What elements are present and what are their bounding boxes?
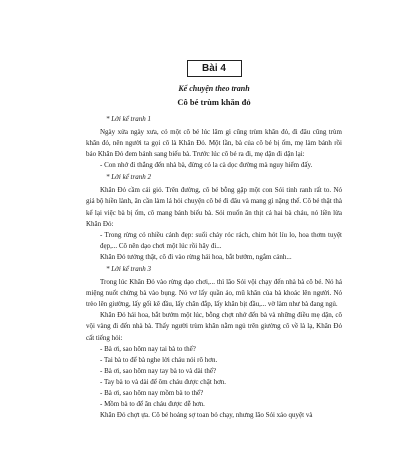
book-page [0,60,400,460]
story-paragraph: Khăn Đỏ tưởng thật, cô đi vào rừng hái hoa, bắt bướm, ngắm cảnh... [100,252,292,261]
section-heading: * Lời kể tranh 1 [106,115,151,123]
dialog-line: - Bà ơi, sao hôm nay mồm bà to thế? [100,388,204,397]
story-paragraph: Ngày xửa ngày xưa, có một cô bé lúc lâm gì cũng trùm khăn đỏ, đi đâu cũng trùm khăn đỏ, nên người ta gọi cô là Khăn Đỏ. Một lần, bà của cô bé bị ốm, mẹ làm bánh rồi bảo Khăn Đỏ đem bánh sang biếu bà. Trước lúc cô bé ra đi, mẹ dặn đi dặn lại: [86,128,342,159]
story-title: Cô bé trùm khăn đỏ [177,97,251,107]
section-heading: * Lời kể tranh 3 [106,265,151,274]
dialog-line: - Con nhớ đi thẳng đến nhà bà, đừng có la cà dọc đường mà nguy hiểm đấy. [100,161,313,170]
story-paragraph: Trong lúc Khăn Đỏ vào rừng dạo chơi,... thì lão Sói vội chạy đến nhà bà cô bé. Nó há miệng nuốt chửng bà vào bụng. Nó vơ lấy quần áo, mũ khăn của bà khoác lên người. Nó trèo lên giường, lấy gối kê đầu, lấy chăn đắp, lấy khăn bịt đầu,... vờ làm như bà đang ngủ. [86,278,342,309]
dialog-line: - Bà ơi, sao hôm nay tai bà to thế? [100,344,196,353]
dialog-line: - Bà ơi, sao hôm nay tay bà to và dài thế? [100,366,217,375]
section-heading: * Lời kể tranh 2 [106,173,151,182]
story-paragraph: Khăn Đỏ chợt ựa. Cô bé hoảng sợ toan bỏ chạy, nhưng lão Sói xảo quyệt và [100,411,313,420]
dialog-line: - Mồm bà to để ăn cháu được dễ hơn. [100,400,205,409]
dialog-line: - Tai bà to để bà nghe lời cháu nói rõ hơn. [100,355,218,364]
chapter-label: Bài 4 [187,60,242,77]
lesson-subtitle: Kể chuyện theo tranh [178,84,250,93]
story-content [86,115,342,421]
dialog-line: - Tay bà to và dài để ôm cháu được chặt hơn. [100,377,227,386]
story-paragraph: Khăn Đỏ hái hoa, bắt bướm một lúc, bỗng chợt nhớ đến bà và những điều mẹ dặn, cô vội vàng đi đến nhà bà. Thấy người trùm khăn nằm ngủ trên giường cô về là lạ, Khăn Đỏ cất tiếng hỏi: [86,311,342,342]
story-paragraph: Khăn Đỏ cầm cái giỏ. Trên đường, cô bé bỗng gặp một con Sói tinh ranh rất to. Nó giả bộ hiền lành, ân cần làm lá hỏi chuyện cô bé đi đâu và mang gì nặng thế. Cô bé thật thà kể lại việc bà bị ốm, cô mang bánh biếu bà. Sói muốn ăn thịt cả hai bà cháu, nó liền lừa Khăn Đỏ: [86,186,342,228]
dialog-line: - Trong rừng có nhiều cảnh đẹp: suối chảy róc rách, chim hót líu lo, hoa thơm tuyệt đẹp,... Cô nên dạo chơi một lúc rồi hãy đi... [100,230,342,250]
